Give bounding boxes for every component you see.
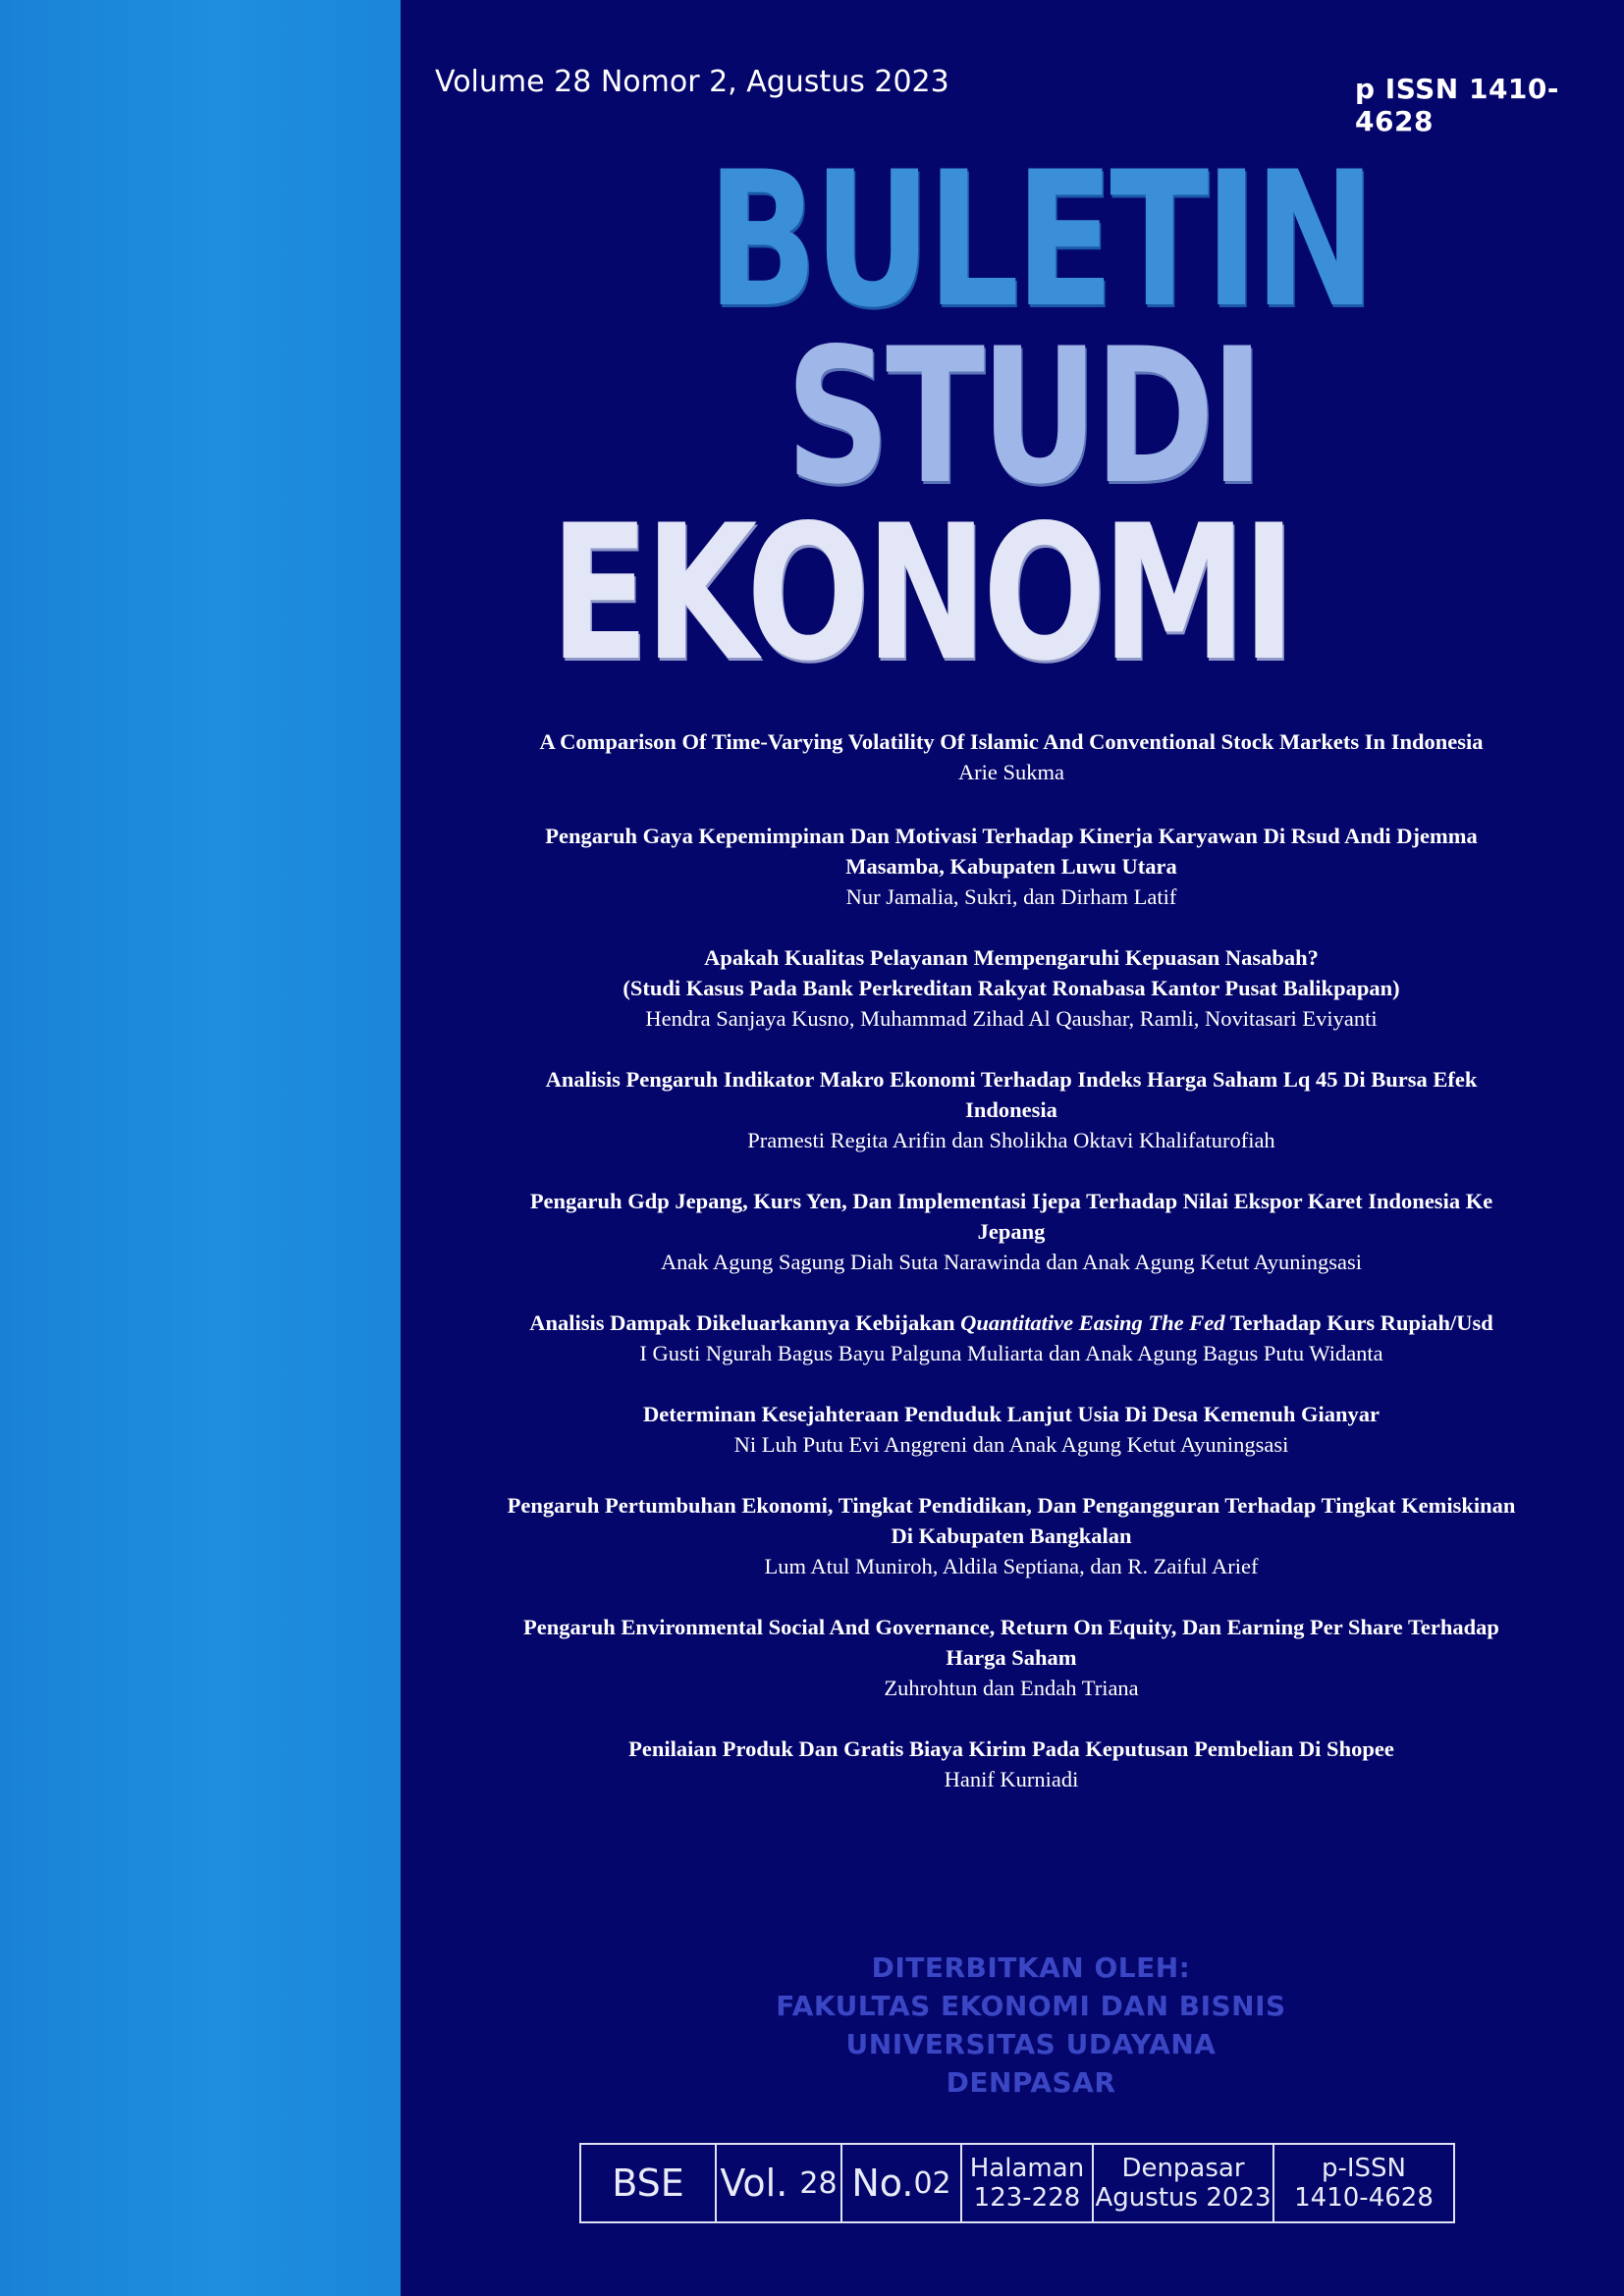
article-entry: [432, 942, 1591, 1034]
article-authors: Anak Agung Sagung Diah Suta Narawinda dan Anak Agung Ketut Ayuningsasi: [660, 1250, 1363, 1274]
article-title: Pengaruh Pertumbuhan Ekonomi, Tingkat Pendidikan, Dan Pengangguran Terhadap Tingkat Kemiskinan: [507, 1493, 1516, 1518]
article-entry: [432, 1612, 1591, 1703]
publisher-line-1: DITERBITKAN OLEH:: [871, 1951, 1191, 1984]
article-entry: [432, 1490, 1591, 1581]
article-title: Analisis Pengaruh Indikator Makro Ekonomi Terhadap Indeks Harga Saham Lq 45 Di Bursa Efek: [545, 1067, 1478, 1092]
article-entry: [432, 1186, 1591, 1277]
article-title: Penilaian Produk Dan Gratis Biaya Kirim Pada Keputusan Pembelian Di Shopee: [628, 1736, 1394, 1761]
masthead-line-2: STUDI: [785, 308, 1260, 525]
article-title-continued: (Studi Kasus Pada Bank Perkreditan Rakyat Ronabasa Kantor Pusat Balikpapan): [623, 976, 1400, 1000]
article-title: Pengaruh Environmental Social And Governance, Return On Equity, Dan Earning Per Share Terhadap: [523, 1615, 1499, 1639]
article-title-continued: Harga Saham: [946, 1645, 1077, 1670]
article-title: Determinan Kesejahteraan Penduduk Lanjut Usia Di Desa Kemenuh Gianyar: [642, 1402, 1380, 1426]
number-label: No.: [851, 2162, 914, 2205]
issn-top: p ISSN 1410-4628: [1355, 73, 1560, 137]
article-authors: Ni Luh Putu Evi Anggreni dan Anak Agung Ketut Ayuningsasi: [733, 1432, 1289, 1457]
article-entry: [432, 1308, 1591, 1368]
article-entry: [432, 1399, 1591, 1460]
pages-cell: [962, 2145, 1094, 2221]
article-authors: Arie Sukma: [957, 760, 1065, 784]
article-authors: Zuhrohtun dan Endah Triana: [884, 1676, 1139, 1700]
publisher-line-3: UNIVERSITAS UDAYANA: [845, 2028, 1217, 2060]
article-authors: Hanif Kurniadi: [944, 1767, 1079, 1791]
masthead-line-1: BULETIN: [707, 132, 1372, 348]
publisher-line-2: FAKULTAS EKONOMI DAN BISNIS: [776, 1990, 1286, 2022]
article-authors: I Gusti Ngurah Bagus Bayu Palguna Muliarta dan Anak Agung Bagus Putu Widanta: [639, 1341, 1383, 1365]
number-value: 02: [913, 2165, 951, 2201]
article-title: [432, 1308, 1591, 1338]
article-entry: [432, 821, 1591, 912]
place-date-cell: [1094, 2145, 1274, 2221]
article-title-italic: Quantitative Easing The Fed: [960, 1310, 1225, 1335]
article-title: Pengaruh Gaya Kepemimpinan Dan Motivasi Terhadap Kinerja Karyawan Di Rsud Andi Djemma: [545, 824, 1478, 848]
publisher-line-4: DENPASAR: [946, 2066, 1116, 2099]
table-of-contents: [432, 726, 1591, 1825]
issn-label: p-ISSN: [1321, 2154, 1406, 2183]
article-title: Apakah Kualitas Pelayanan Mempengaruhi Kepuasan Nasabah?: [704, 945, 1319, 970]
issue-info-bar: [579, 2143, 1455, 2223]
journal-abbrev: BSE: [612, 2162, 684, 2205]
date-value: Agustus 2023: [1095, 2183, 1272, 2213]
journal-abbrev-cell: [581, 2145, 717, 2221]
volume-label: Vol.: [720, 2162, 788, 2205]
publisher-block: [746, 1949, 1316, 2102]
article-title-prefix: Analisis Dampak Dikeluarkannya Kebijakan: [529, 1310, 961, 1335]
volume-issue-line: Volume 28 Nomor 2, Agustus 2023: [435, 65, 949, 99]
pages-label: Halaman: [969, 2154, 1085, 2183]
volume-value: 28: [799, 2165, 838, 2201]
article-authors: Hendra Sanjaya Kusno, Muhammad Zihad Al Qaushar, Ramli, Novitasari Eviyanti: [645, 1006, 1378, 1031]
volume-cell: [717, 2145, 842, 2221]
article-authors: Lum Atul Muniroh, Aldila Septiana, dan R. Zaiful Arief: [764, 1554, 1259, 1578]
article-title-continued: Masamba, Kabupaten Luwu Utara: [845, 854, 1177, 879]
article-title-suffix: Terhadap Kurs Rupiah/Usd: [1224, 1310, 1493, 1335]
article-entry: [432, 726, 1591, 787]
article-title: A Comparison Of Time-Varying Volatility Of Islamic And Conventional Stock Markets In Indonesia: [539, 729, 1484, 754]
article-entry: [432, 1734, 1591, 1794]
article-title: Pengaruh Gdp Jepang, Kurs Yen, Dan Implementasi Ijepa Terhadap Nilai Ekspor Karet Indonesia Ke: [529, 1189, 1493, 1213]
article-title-continued: Di Kabupaten Bangkalan: [891, 1523, 1132, 1548]
issn-cell: [1274, 2145, 1453, 2221]
article-authors: Nur Jamalia, Sukri, dan Dirham Latif: [845, 884, 1177, 909]
issn-value: 1410-4628: [1294, 2183, 1434, 2213]
article-title-continued: Indonesia: [965, 1097, 1057, 1122]
number-cell: [842, 2145, 962, 2221]
cover-spine-band: [0, 0, 401, 2296]
masthead-line-3: EKONOMI: [550, 485, 1292, 702]
place-label: Denpasar: [1121, 2154, 1245, 2183]
pages-value: 123-228: [973, 2183, 1081, 2213]
article-title-continued: Jepang: [977, 1219, 1046, 1244]
article-authors: Pramesti Regita Arifin dan Sholikha Oktavi Khalifaturofiah: [747, 1128, 1275, 1152]
article-entry: [432, 1064, 1591, 1155]
